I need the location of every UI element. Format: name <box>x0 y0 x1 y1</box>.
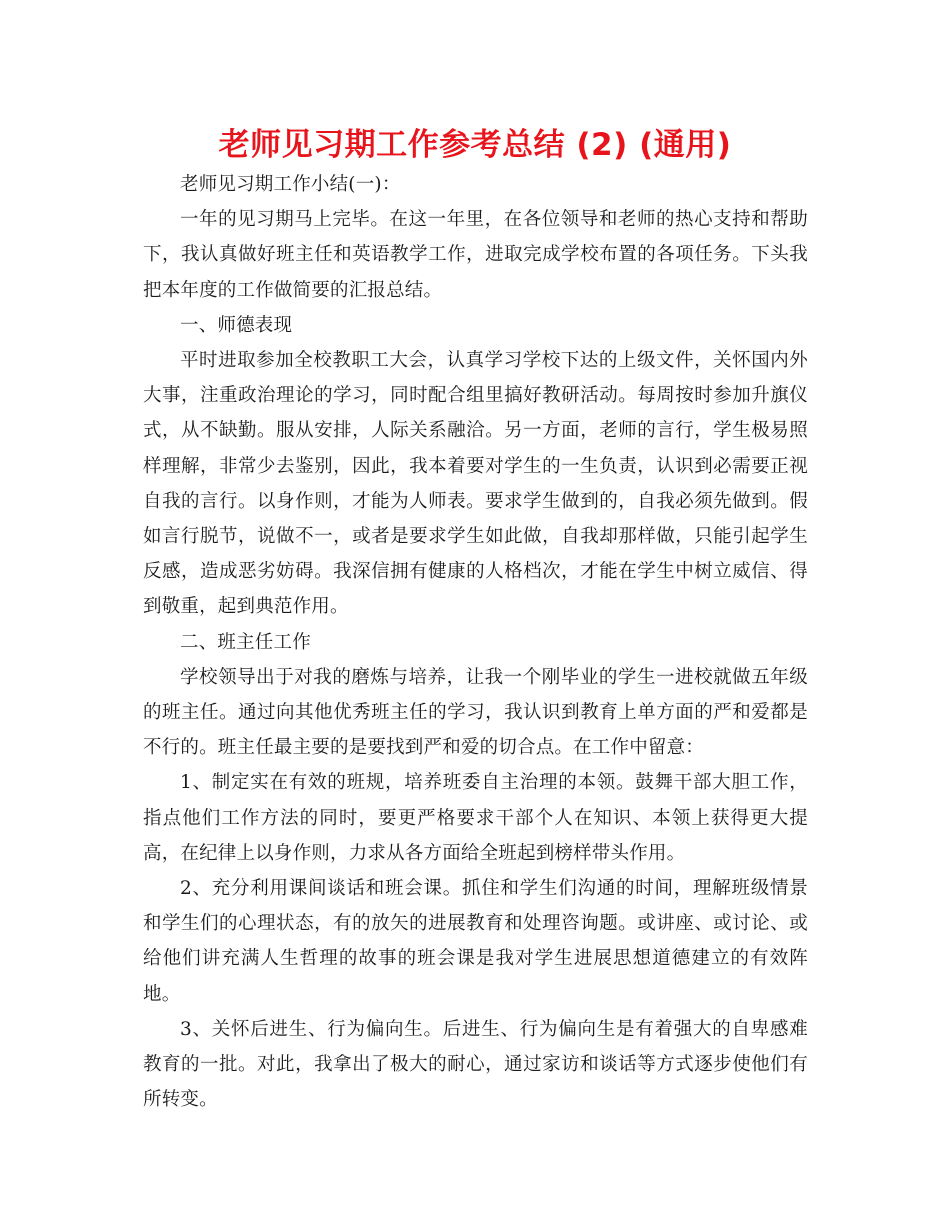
list-item-1: 1、制定实在有效的班规，培养班委自主治理的本领。鼓舞干部大胆工作，指点他们工作方法的同时，要更严格要求干部个人在知识、本领上获得更大提高，在纪律上以身作则，力求从各方面给全班起到榜样带头作用。 <box>143 772 808 864</box>
paragraph-intro: 一年的见习期马上完毕。在这一年里，在各位领导和老师的热心支持和帮助下，我认真做好班主任和英语教学工作，进取完成学校布置的各项任务。下头我把本年度的工作做简要的汇报总结。 <box>143 209 808 301</box>
paragraph-intro-heading: 老师见习期工作小结(一)： <box>180 174 401 195</box>
section-heading-class-teacher: 二、班主任工作 <box>180 631 311 653</box>
list-item-2: 2、充分利用课间谈话和班会课。抓住和学生们沟通的时间，理解班级情景和学生们的心理状态，有的放矢的进展教育和处理咨询题。或讲座、或讨论、或给他们讲充满人生哲理的故事的班会课是我对学生进展思想道德建立的有效阵地。 <box>143 878 808 1005</box>
paragraph-class-teacher: 学校领导出于对我的磨炼与培养，让我一个刚毕业的学生一进校就做五年级的班主任。通过向其他优秀班主任的学习，我认识到教育上单方面的严和爱都是不行的。班主任最主要的是要找到严和爱的切合点。在工作中留意： <box>143 666 808 759</box>
document-title: 老师见习期工作参考总结 (2) (通用) <box>218 127 732 163</box>
document-body <box>143 167 808 1117</box>
list-item-3: 3、关怀后进生、行为偏向生。后进生、行为偏向生是有着强大的自卑感难教育的一批。对此，我拿出了极大的耐心，通过家访和谈话等方式逐步使他们有所转变。 <box>143 1018 808 1111</box>
section-heading-ethics: 一、师德表现 <box>180 314 293 336</box>
paragraph-ethics: 平时进取参加全校教职工大会，认真学习学校下达的上级文件，关怀国内外大事，注重政治理论的学习，同时配合组里搞好教研活动。每周按时参加升旗仪式，从不缺勤。服从安排，人际关系融洽。另一方面，老师的言行，学生极易照样理解，非常少去鉴别，因此，我本着要对学生的一生负责，认识到必需要正视自我的言行。以身作则，才能为人师表。要求学生做到的，自我必须先做到。假如言行脱节，说做不一，或者是要求学生如此做，自我却那样做，只能引起学生反感，造成恶劣妨碍。我深信拥有健康的人格档次，才能在学生中树立威信、得到敬重，起到典范作用。 <box>143 350 808 618</box>
